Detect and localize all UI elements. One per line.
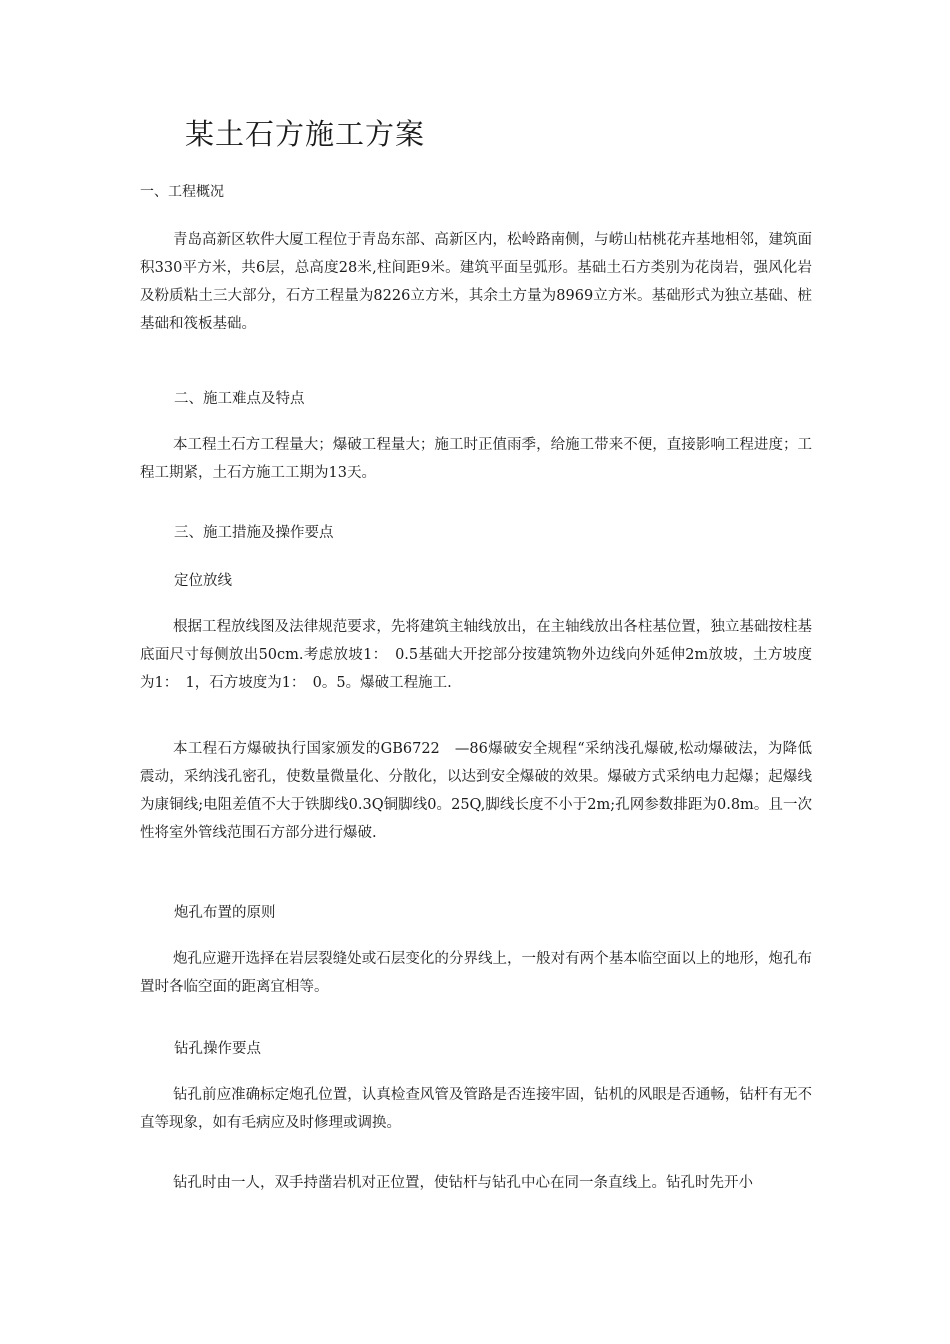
paragraph-positioning: 根据工程放线图及法律规范要求，先将建筑主轴线放出，在主轴线放出各柱基位置，独立基础按柱基底面尺寸每侧放出50cm.考虑放坡1： 0.5基础大开挖部分按建筑物外边线向外延伸2m放坡，土方坡度为1： 1，石方坡度为1： 0。5。爆破工程施工. [140, 619, 812, 691]
section-heading-overview: 一、工程概况 [140, 184, 224, 200]
document-title: 某土石方施工方案 [185, 117, 426, 151]
paragraph-blasting: 本工程石方爆破执行国家颁发的GB6722 —86爆破安全规程“采纳浅孔爆破,松动爆破法，为降低震动，采纳浅孔密孔，使数量微量化、分散化，以达到安全爆破的效果。爆破方式采纳电力起爆；起爆线为康铜线;电阻差值不大于铁脚线0.3Q铜脚线0。25Q,脚线长度不小于2m;孔网参数排距为0.8m。且一次性将室外管线范围石方部分进行爆破. [140, 741, 812, 841]
paragraph-overview: 青岛高新区软件大厦工程位于青岛东部、高新区内，松岭路南侧，与崂山枯桃花卉基地相邻，建筑面积330平方米，共6层，总高度28米,柱间距9米。建筑平面呈弧形。基础土石方类别为花岗岩，强风化岩及粉质粘土三大部分，石方工程量为8226立方米，其余土方量为8969立方米。基础形式为独立基础、桩基础和筏板基础。 [140, 232, 812, 332]
paragraph-difficulties: 本工程土石方工程量大；爆破工程量大；施工时正值雨季，给施工带来不便，直接影响工程进度；工程工期紧，土石方施工工期为13天。 [140, 437, 812, 481]
paragraph-drilling-prep: 钻孔前应准确标定炮孔位置，认真检查风管及管路是否连接牢固，钻机的风眼是否通畅，钻杆有无不直等现象，如有毛病应及时修理或调换。 [140, 1087, 812, 1131]
paragraph-drilling-operation: 钻孔时由一人，双手持凿岩机对正位置，使钻杆与钻孔中心在同一条直线上。钻孔时先开小 [173, 1175, 753, 1191]
subheading-hole-layout: 炮孔布置的原则 [174, 905, 276, 921]
section-heading-difficulties: 二、施工难点及特点 [174, 391, 305, 407]
subheading-drilling: 钻孔操作要点 [174, 1041, 261, 1057]
paragraph-hole-layout: 炮孔应避开选择在岩层裂缝处或石层变化的分界线上，一般对有两个基本临空面以上的地形，炮孔布置时各临空面的距离宜相等。 [140, 951, 812, 995]
section-heading-measures: 三、施工措施及操作要点 [174, 525, 334, 541]
subheading-positioning: 定位放线 [174, 573, 232, 589]
